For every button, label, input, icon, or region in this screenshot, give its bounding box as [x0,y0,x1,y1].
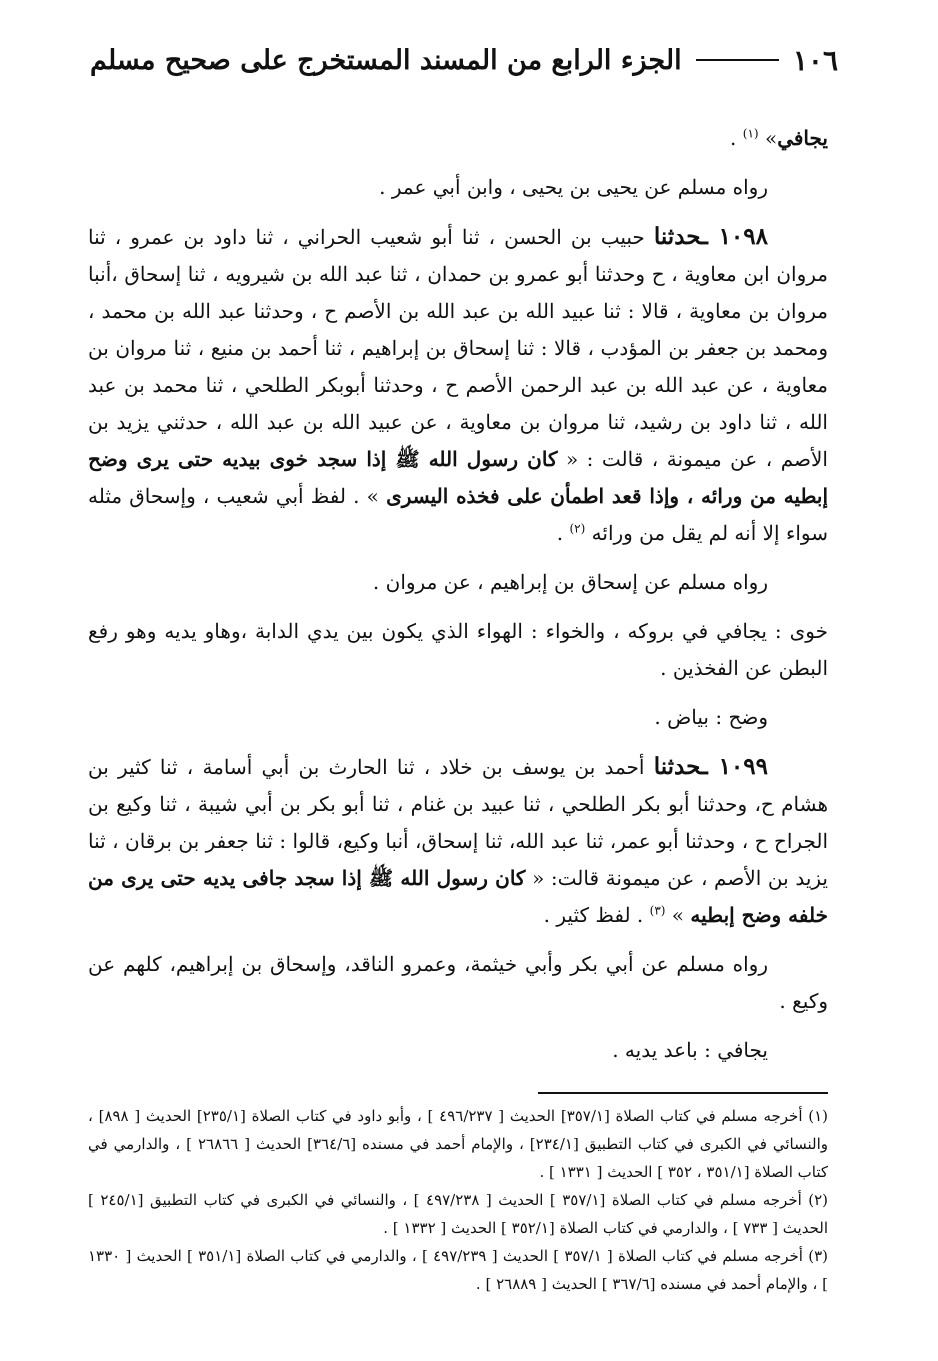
narration-note-1: رواه مسلم عن يحيى بن يحيى ، وابن أبي عمر . [379,175,768,199]
hadith-quote: كان رسول الله ﷺ إذا سجد جافى يديه حتى يرى من خلفه وضح إبطيه [88,866,828,927]
footnote-3: (٣) أخرجه مسلم في كتاب الصلاة [ ٣٥٧/١ ] الحديث [ ٤٩٧/٢٣٩ ] ، والدارمي في كتاب الصلاة [٣٥١/١ ] الحديث [ ١٣٣٠ ] ، والإمام أحمد في مسنده [٣٦٧/٦ ] الحديث [ ٢٦٨٨٩ ] . [88,1247,828,1293]
gloss-yujafi: يجافي : باعد يديه . [612,1038,768,1062]
narration-note-2: رواه مسلم عن إسحاق بن إبراهيم ، عن مروان . [372,570,768,594]
footnote-ref-1: (١) [742,126,759,141]
footnote-ref-2: (٢) [569,521,586,536]
continuation-end: . [730,126,743,150]
footnote-separator [538,1092,828,1094]
hadith-end: . لفظ كثير . [543,903,650,927]
footnote-2: (٢) أخرجه مسلم في كتاب الصلاة [٣٥٧/١ ] الحديث [ ٤٩٧/٢٣٨ ] ، والنسائي في الكبرى في كتاب التطبيق [٢٤٥/١ ] الحديث [ ٧٣٣ ] ، والدارمي في كتاب الصلاة [٣٥٢/١ ] الحديث [ ١٣٣٢ ] . [88,1191,829,1237]
narration-note-3: رواه مسلم عن أبي بكر وأبي خيثمة، وعمرو الناقد، وإسحاق بن إبراهيم، كلهم عن وكيع . [88,952,828,1013]
hadith-keyword: حدثنا [653,223,702,250]
hadith-chain: أحمد بن يوسف بن خلاد ، ثنا الحارث بن أبي أسامة ، ثنا كثير بن هشام ح، وحدثنا أبو بكر الطلحي ، ثنا عبيد بن غنام ، ثنا أبو بكر بن أبي شيبة ، ثنا وكيع بن الجراح ح ، وحدثنا أبو عمر، ثنا عبد الله، ثنا إسحاق، أنبا وكيع، قالوا : ثنا جعفر بن برقان ، ثنا يزيد بن الأصم ، عن ميمونة قالت: « [88,755,829,890]
hadith-chain: حبيب بن الحسن ، ثنا أبو شعيب الحراني ، ثنا داود بن عمرو ، ثنا مروان ابن معاوية ، ح وحدثنا أبو عمرو بن حمدان ، ثنا عبد الله بن شيرويه ، ثنا إسحاق ،أنبا مروان بن معاوية ، قالا : ثنا عبيد الله بن عبد الله بن الأصم ح ، وحدثنا عبد الله بن محمد ، ومحمد بن جعفر بن المؤدب ، قالا : ثنا إسحاق بن إبراهيم ، ثنا أحمد بن منيع ، ثنا مروان بن معاوية ، عن عبد الله بن عبد الرحمن الأصم ح ، وحدثنا أبوبكر الطلحي ، ثنا محمد بن عبد الله ، ثنا داود بن رشيد، ثنا مروان بن معاوية ، عن عبيد الله بن عبد الله ، حدثني يزيد بن الأصم ، عن ميمونة ، قالت : « [88,225,828,471]
footnotes [88,1102,828,1298]
continuation-line [88,120,828,157]
header-rule [696,59,779,61]
running-title: الجزء الرابع من المسند المستخرج على صحيح مسلم [90,44,682,76]
footnote-ref-3: (٣) [649,903,666,918]
gloss-khawa: خوى : يجافي في بروكه ، والخواء : الهواء الذي يكون بين يدي الدابة ،وهاو يديه وهو رفع البطن عن الفخذين . [88,619,828,680]
hadith-keyword: حدثنا [653,753,701,780]
hadith-after-quote: » . لفظ أبي شعيب ، وإسحاق مثله سواء إلا أنه لم يقل من ورائه [88,484,828,545]
hadith-end: . [556,521,570,545]
hadith-number: ١٠٩٩ ـ [700,753,768,780]
hadith-number: ١٠٩٨ ـ [701,223,768,250]
page-number: ١٠٦ [792,43,838,77]
continuation-bold: يجافي [777,126,828,150]
hadith-1098 [88,218,828,552]
page-header [90,40,838,80]
main-text [88,120,828,1069]
hadith-after-quote: » [665,903,691,927]
hadith-1099 [88,748,828,934]
continuation-quote-mark: » [758,126,778,150]
footnote-1: (١) أخرجه مسلم في كتاب الصلاة [٣٥٧/١] الحديث [ ٤٩٦/٢٣٧ ] ، وأبو داود في كتاب الصلاة [٢٣٥/١] الحديث [ ٨٩٨] ، والنسائي في الكبرى في كتاب التطبيق [٢٣٤/١] ، والإمام أحمد في مسنده [٣٦٤/٦] الحديث [ ٢٦٨٦٦ ] ، والدارمي في كتاب الصلاة [٣٥١/١ ، ٣٥٢ ] الحديث [ ١٣٣١ ] . [88,1107,828,1181]
hadith-quote: كان رسول الله ﷺ إذا سجد خوى بيديه حتى يرى وضح إبطيه من ورائه ، وإذا قعد اطمأن على فخذه اليسرى [88,447,828,508]
gloss-wadah: وضح : بياض . [654,705,768,729]
